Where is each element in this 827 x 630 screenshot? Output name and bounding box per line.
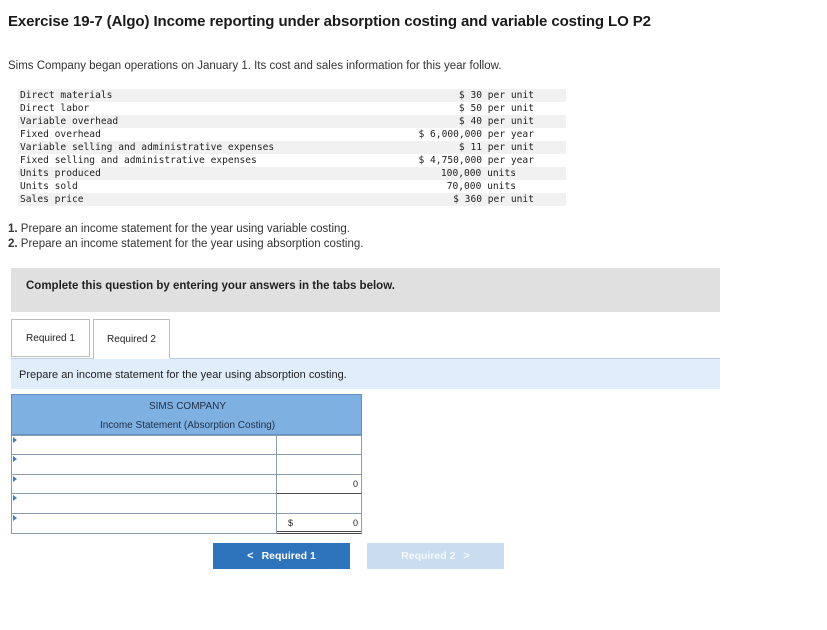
cost-label: Direct materials <box>18 89 365 102</box>
dropdown-marker-icon <box>13 476 17 482</box>
instructions-banner <box>11 268 720 312</box>
tab-required-2[interactable]: Required 2 <box>93 319 170 359</box>
cost-label: Fixed overhead <box>20 129 101 140</box>
statement-row <box>11 455 362 475</box>
cost-value: $ 30 per unit <box>365 89 566 102</box>
next-button-label: Required 2 <box>401 550 456 562</box>
tab-instruction <box>11 358 720 389</box>
statement-row <box>11 475 362 495</box>
intro-text: Sims Company began operations on January 1. Its cost and sales information for this year follow. <box>8 60 502 72</box>
task-1 <box>8 222 363 237</box>
cost-label: Units sold <box>20 181 78 192</box>
cost-label: Fixed selling and administrative expenses <box>20 155 257 166</box>
cost-row <box>18 102 566 115</box>
cost-value: $ 4,750,000 per year <box>418 155 534 166</box>
statement-row <box>11 435 362 455</box>
amount-value: 0 <box>352 518 358 529</box>
dropdown-marker-icon <box>13 515 17 521</box>
cost-label: Units produced <box>18 167 365 180</box>
task-1-number: 1. <box>8 223 18 235</box>
cost-value: 70,000 units <box>446 181 516 192</box>
cost-info-table <box>18 89 566 206</box>
cost-value: $ 6,000,000 per year <box>418 129 534 140</box>
dropdown-marker-icon <box>13 456 17 462</box>
statement-header <box>11 394 362 435</box>
cost-row <box>18 115 566 128</box>
statement-row <box>11 494 362 514</box>
income-statement <box>11 394 362 534</box>
cost-value: $ 11 per unit <box>365 141 566 154</box>
cost-row <box>18 167 566 180</box>
dropdown-marker-icon <box>13 495 17 501</box>
dollar-sign: $ <box>288 518 294 529</box>
account-select[interactable] <box>11 514 277 534</box>
task-2-number: 2. <box>8 237 18 250</box>
cost-row <box>18 193 566 206</box>
cost-row <box>18 89 566 102</box>
dropdown-marker-icon <box>13 437 17 443</box>
amount-value: 0 <box>352 478 358 489</box>
cost-label: Variable overhead <box>18 115 365 128</box>
account-select[interactable] <box>11 435 277 455</box>
cost-label: Direct labor <box>20 103 90 114</box>
cost-value: $ 40 per unit <box>365 115 566 128</box>
next-button[interactable] <box>367 543 504 569</box>
account-select[interactable] <box>11 494 277 514</box>
amount-input[interactable] <box>277 475 362 495</box>
chevron-right-icon: > <box>463 550 470 562</box>
task-2 <box>8 237 363 252</box>
account-select[interactable] <box>11 475 277 495</box>
amount-input[interactable] <box>277 494 362 514</box>
cost-row <box>18 180 566 193</box>
prev-button[interactable] <box>213 543 350 569</box>
chevron-left-icon: < <box>247 550 254 562</box>
cost-label: Variable selling and administrative expenses <box>18 141 365 154</box>
amount-input[interactable] <box>277 455 362 475</box>
statement-title: Income Statement (Absorption Costing) <box>99 420 276 431</box>
page-title: Exercise 19-7 (Algo) Income reporting under absorption costing and variable costing LO P2 <box>8 13 651 30</box>
account-select[interactable] <box>11 455 277 475</box>
task-1-text: Prepare an income statement for the year using variable costing. <box>20 223 351 235</box>
amount-input[interactable] <box>277 514 362 534</box>
prev-button-label: Required 1 <box>261 550 316 562</box>
cost-value: $ 50 per unit <box>458 103 534 114</box>
task-2-text: Prepare an income statement for the year using absorption costing. <box>20 237 364 250</box>
company-name: SIMS COMPANY <box>148 401 227 412</box>
tab-required-1[interactable]: Required 1 <box>11 319 90 357</box>
cost-label: Sales price <box>18 193 365 206</box>
instruction-text: Prepare an income statement for the year using absorption costing. <box>19 369 347 381</box>
cost-value: $ 360 per unit <box>365 193 566 206</box>
amount-input[interactable] <box>277 435 362 455</box>
cost-row <box>18 154 566 167</box>
cost-row <box>18 128 566 141</box>
banner-text: Complete this question by entering your answers in the tabs below. <box>26 280 395 292</box>
task-list <box>8 222 363 251</box>
statement-row <box>11 514 362 534</box>
cost-value: 100,000 units <box>365 167 566 180</box>
cost-row <box>18 141 566 154</box>
